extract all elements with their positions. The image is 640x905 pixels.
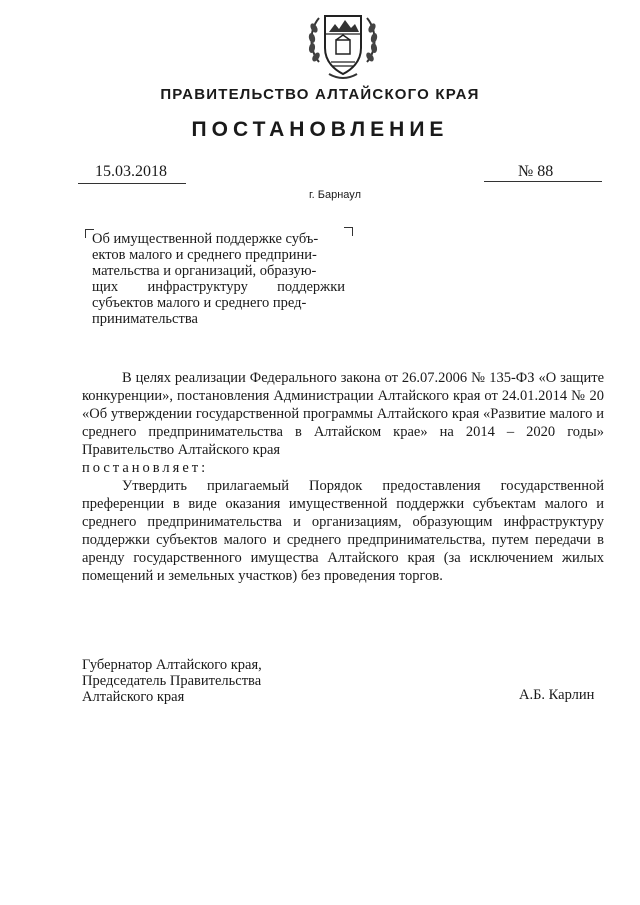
document-body: [82, 369, 604, 585]
document-type: ПОСТАНОВЛЕНИЕ: [191, 118, 449, 141]
signer-title-line: Алтайского края: [82, 689, 185, 705]
preamble-paragraph: В целях реализации Федерального закона от 26.07.2006 № 135-ФЗ «О защите конкуренции», постановления Администрации Алтайского края от 24.01.2014 № 20 «Об утверждении государственной программы Алтайского края «Развитие малого и среднего предпринимательства в Алтайском крае» на 2014 – 2020 годы» Правительство Алтайского края: [82, 370, 604, 458]
subject-line: Об имущественной поддержке субъ-: [92, 231, 319, 247]
issuing-authority: ПРАВИТЕЛЬСТВО АЛТАЙСКОГО КРАЯ: [160, 86, 480, 103]
subject-line: субъектов малого и среднего пред-: [92, 295, 307, 311]
signer-name: А.Б. Карлин: [519, 687, 595, 703]
coat-of-arms-icon: [303, 4, 383, 84]
subject-line: принимательства: [92, 311, 198, 327]
subject-line: щих инфраструктуру поддержки: [92, 279, 345, 295]
resolves-keyword: постановляет:: [82, 460, 209, 476]
document-number: № 88: [518, 163, 554, 180]
document-subject: [92, 231, 345, 327]
document-city: г. Барнаул: [309, 189, 361, 201]
number-underline: [484, 181, 602, 182]
decision-paragraph: Утвердить прилагаемый Порядок предоставления государственной преференции в виде оказания имущественной поддержки субъектам малого и среднего предпринимательства и организациям, образующим инфраструктуру поддержки субъектов малого и среднего предпринимательства, путем передачи в аренду государственного имущества Алтайского края (за исключением жилых помещений и земельных участков) без проведения торгов.: [82, 478, 604, 584]
subject-line: ектов малого и среднего предприни-: [92, 247, 317, 263]
signer-title-line: Губернатор Алтайского края,: [82, 657, 262, 673]
subject-corner-mark-right: [344, 227, 353, 236]
subject-line: мательства и организаций, образую-: [92, 263, 317, 279]
date-underline: [78, 183, 186, 184]
signer-title-line: Председатель Правительства: [82, 673, 262, 689]
document-date: 15.03.2018: [95, 163, 167, 180]
signer-title: [82, 657, 262, 705]
